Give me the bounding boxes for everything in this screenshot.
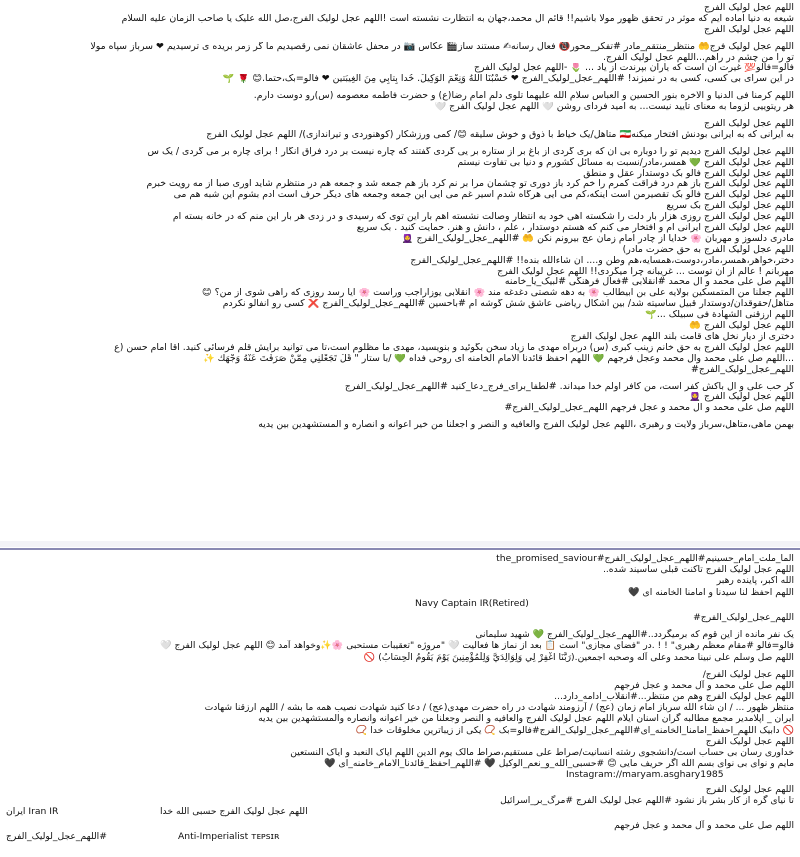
list-item: ...اللهم صل علی محمد وآل محمد وعجل فرجهم 💚 اللهم احفظ قائدنا الامام الخامنه ای روحی فداه 💚 /با ستار " قُلْ تَجَعْلَنِي مِمَّنْ صَرَفْتَ عَنْهُ وَجْهَكَ ✨: [203, 353, 794, 364]
list-item: اللهم عجل لولیک الفرج به حق خانم زینب کبری (س) دربراه مهدی ما زیاد سخن بگوئید و بنویسید، مهدی ما مظلوم است،تا می توانید برایش قلم فرسائی کنید. آقا امام حسن (ع: [114, 342, 794, 353]
list-item: اللهم صل علی محمد و آل محمد و عجل فرجهم: [614, 820, 794, 832]
list-item: اللهم عجل لولیک فرج🤲 منتظر_منتقم_مادر #تفکر_محور📵 فعال رسانه✍ مستند ساز🎬 عکاس 📷 در محفل عاشقان نمی رقصیدیم ما گر زمر بریده ی ترسیدیم ❤ سرباز سپاه مولا: [90, 41, 794, 52]
list-item: اللهم عجل لولیک الفرج به حق حضرت مادر): [622, 244, 794, 255]
list-item: اللهم عجل لولیک الفرج باز هم درد فراقت کمرم را خم کرد باز دوری تو چشمان مرا بر نم کرد باز هم جمعه شد و جمعه هم در منتظرم شاید آوری صبا از مه رویت خبرم: [146, 179, 794, 190]
list-item: اللهم عجل لولیک الفرج دیدیم تو را دوباره بی آن که بری گردی از باغ بر از ستاره بر یی گردی گفتند که چاره نیست بر درد فراق انگار ! برای چاره بر می گردی / یک س: [147, 146, 794, 157]
list-item: هر ریتوییی لزوما به معنای تایید نیست... به امید فردای روشن 🤍 اللهم عجل لولیک الفرج 🤍: [434, 102, 794, 113]
list-item: 🚫 دابیک اللهم_احفظ_امامنا_الخامنه_ای#اللهم_عجل_لولیک_الفرج#فالو=بک 📿 یکی از زیباترین مخلوقات خدا 📿: [355, 724, 794, 736]
list-item: در این سرای بی کسی، کسی به در نمیزند! #اللهم_عجل_لولیک_الفرج ❤ حَسْبُنَا اللهُ وَنِعْمَ الْوَكِيلُ. خُدا بِتابِي مِنَ الْغِيبَتين ❤ فالو=بک،حتما.😊 🌹 🌱: [222, 74, 794, 85]
list-item: دختر،خواهر،همسر،مادر،دوست،همسایه،هم وطن و.... ان شاءالله بنده!! #اللهم_عجل_لولیک_الفرج: [410, 255, 794, 266]
list-item: اللهم عجل لولیک الفرج وهم من منتظر...#انقلاب_ادامه_دارد...: [554, 691, 794, 703]
bio-lines-low: [0, 781, 800, 806]
list-item: اللهم عجل لولیک الفرج: [703, 3, 794, 13]
instagram-row: [0, 769, 800, 780]
list-item: اللهم عجل لولیک الفرج ایرانی ام و افتخار می کنم که هستم دوستدار ، علم ، دانش و هنر. حمایت کنید . بک سریع: [356, 223, 794, 234]
list-item: اللهم عجل لولیک الفرج/: [702, 668, 794, 680]
list-item: یک نفر مانده از این قوم که برمیگردد..#اللهم_عجل_لولیک_الفرج 💚 شهید سلیمانی: [475, 629, 794, 641]
bio-lines-mid: [0, 609, 800, 769]
list-item: فالو=فالو💯 غیرت آن است که یاران بپرندت از یاد ... 🌷 -اللهم عجل لولیک الفرج: [474, 63, 794, 74]
list-item: اللهم صل علی محمد و آل محمد و عجل فرجهم: [614, 679, 794, 691]
list-item: اللهم صل علی محمد و آل محمد و عجل فرجهم اللهم_عجل_لولیک_الفرج#: [504, 403, 794, 414]
panel-separator: [0, 541, 800, 547]
instagram-handle: Instagram://maryam.asghary1985: [566, 769, 724, 781]
list-item: بهمن ماهی،متاهل،سرباز ولایت و رهبری ،اللهم عجل لولیک الفرج والعافیه و النصر و اجعلنا من خیر اعوانه و انصاره و المستشهدین بین یدیه: [258, 420, 794, 431]
anti-imperialist-bio: Anti-Imperialist ᴛᴇᴘsɪʀ: [178, 831, 280, 843]
list-item: اللهم عجل لولیک الفرج: [705, 783, 794, 795]
iran-tag: ایران Iran IR: [6, 805, 59, 817]
list-item: اللهم عجل لولیک الفرج فالو بک تقصیرمن است اینکه،کم می آیی هرگاه شدم اسیر غم می آیی این جمعه وجمعه های دیگر حرف است آدم بشوم این شبه هم می: [173, 190, 794, 201]
list-item: اللهم عجل لولیک الفرج بک سریع: [666, 201, 794, 212]
list-item: الما_ملت_امام_حسینیم#اللهم_عجل_لولیک_الفرج#the_promised_saviour: [496, 553, 794, 564]
list-item: اللهم احفظ لنا سیدنا و امامنا الخامنه ای 🖤: [628, 586, 794, 598]
navy-row: [0, 598, 800, 609]
list-item: تو را من چشم در راهم...اللهم عجل لولیک الفرج.: [603, 52, 794, 63]
list-item: اللهم عجل لولیک الفرج فالو بک دوستدار عقل و منطق: [583, 168, 794, 179]
list-item: اللهم عجل لولیک الفرج: [703, 119, 794, 130]
list-item: اللهم عجل لولیک الفرج 💚 همسر،مادر/نسبت به مسائل کشورم و دنیا بی تفاوت نیستم: [457, 157, 794, 168]
list-item: اللهم ارزقنی الشهادة فی سبیلک ...🌱: [645, 310, 794, 321]
list-item: اللهم_عجل_لولیک_الفرج#: [693, 611, 794, 623]
list-item: اللهم جعلنا من المتمسکین بولایه علی بن ابیطالب 🌸 به دهه شصتی دغدغه مند 🌸 انقلابی یوزاراجب وراست 🌸 آیا رسد روزی که راهی شوی از من؟ 😊: [201, 288, 794, 299]
list-item: خداوری رسان بی حساب است/دانشجوی رشته انسانیت/صراط علی مستقیم،صراط مالک یوم الدین اللهم ایاک النعبد و ایاک النستعین: [290, 747, 794, 758]
list-item: اللهم عجل لولیک الفرج 🤲: [689, 321, 794, 332]
list-item: اللهم_عجل_لولیک_الفرج#: [691, 364, 794, 375]
list-item: اللهم عجل لولیک الفرج: [705, 735, 794, 747]
list-item: تا نیای گره از کار بشر باز نشود #اللهم عجل لولیک الفرج #مرگ_بر_اسرائیل: [500, 794, 794, 806]
list-item: اللهم صل وسلم علی نبینا محمد وعلی آله وصحبه اجمعین.(رَبَّنَا اغْفِرْ لِي وَلِوَالِدَيَّ وَلِلْمُؤْمِنِينَ يَوْمَ يَقُومُ الْحِسَابُ) 🚫: [363, 651, 794, 663]
navy-caption: Navy Captain IR(Retired): [415, 597, 529, 609]
bio-list-panel-bottom: [0, 548, 800, 857]
hashtag-line: اللهم_عجل_لولیک_الفرج#: [6, 831, 107, 843]
list-item: اللهم عجل لولیک الفرج 🧕: [689, 392, 794, 403]
list-item: اللهم عجل لولیک الفرج تاکنت قبلی ساسیند شده..: [602, 564, 794, 576]
list-item: دختری از دیار نخل های قامت بلند اللهم عجل لولیک الفرج: [570, 331, 794, 342]
bio-lines-top: [0, 550, 800, 598]
list-item: مایم و نوای بی نوای بسم الله اگر حریف مایی 😊 #حسبی_الله_و_نعم_الوکیل 🖤 #اللهم_احفظ_قائدنا_الامام_خامنه_ای 🖤: [324, 758, 794, 770]
list-item: منتظر ظهور ... / ان شاء الله سرباز امام زمان (عج) / آرزومند شهادت در راه حضرت مهدی(عج) / دعا کنید شهادت نصیب همه ما بشه / اللهم ارزقنا شهادت: [204, 702, 794, 714]
iran-row: [0, 806, 800, 817]
list-item: اللهم عجل لولیک الفرج روزی هزار بار دلت را شکسته اهی خود به انتظار وصالت نشسته اهم بار این توی که رسیدی و در زدی هر بار این منم که در خانه بسته ام: [172, 212, 794, 223]
iran-bio: اللهم عجل لولیک الفرج حسبی الله خدا: [160, 805, 308, 817]
list-item: مهربانم ! عالم از آن توست ... غریبانه چرا میگردی!! اللهم عجل لولیک الفرج: [497, 266, 794, 277]
list-item: ایران _ اپلامدیر مجمع مطالبه گران اسنان ایلام اللهم عجل لولیک الفرج والعافیه و النصر وجعلنا من خیر اعوانه وانصاره والمستشهدین بین یدیه: [258, 713, 794, 725]
bio-lines-end: [0, 817, 800, 831]
list-item: متاهل/حقوقدان/دوستدار قبیل ساسیته شد/ بین آشکال ریاضی عاشق شش گوشه ام #باحسین #اللهم_عجل_لولیک_الفرج ❌ کسی رو آنفالو نکردم: [222, 299, 794, 310]
list-item: شیعه به دنیا آماده ایم که موثر در تحقق ظهور مولا باشیم!! قائم آل محمد،جهان به انتظارت نشسته است !اللهم عجل لولیک الفرج،صل الله علیک یا صاحب الزمان علیه السلام: [121, 13, 794, 24]
list-item: اللهم صل علی محمد و آل محمد #انقلابی #فعال فرهنگی #لبیک_یا_خامنه: [504, 277, 794, 288]
list-item: گر حب علی و آل باکش کفر است، من کافر اولم خدا میداند. #لطفا_برای_فرج_دعا_کنید #اللهم_عجل_لولیک_الفرج: [344, 381, 794, 392]
list-item: الله اکبر، پاینده رهبر: [716, 575, 794, 587]
last-row: [0, 831, 800, 842]
list-item: به ایرانی که به ایرانی بودنش افتخار میکنه🇮🇷 متاهل/یک خیاط با ذوق و خوش سلیقه 😊/ کمی ورزشکار (کوهنوردی و تیراندازی)/ اللهم عجل لولیک الفرج: [206, 129, 794, 140]
list-item: مادری دلسوز و مهربان 🌸 خدایا از چادر امام زمان عج بیرونم نکن 🤲 #اللهم_عجل_لولیک_الفرج 🧕: [401, 233, 794, 244]
list-item: اللهم کرمنا فی الدنیا و الآخره بنور الحسین و العباس سلام الله علیهما تلوی دلم امام رضا(ع) و حضرت فاطمه معصومه (س)رو دوست دارم.: [253, 91, 794, 102]
list-item: فالو=فالو #مقام معظم رهبری" ! ! .در "فضای مجازی" است 📋 بعد از نماز ها فعالیت 🤍 "مروژه "تعقیبات مستحبی 🌸✨وخواهد آمد 😊 اللهم عجل لولیک الفرج 🤍: [160, 640, 794, 652]
list-item: اللهم عجل لولیک الفرج: [703, 24, 794, 35]
